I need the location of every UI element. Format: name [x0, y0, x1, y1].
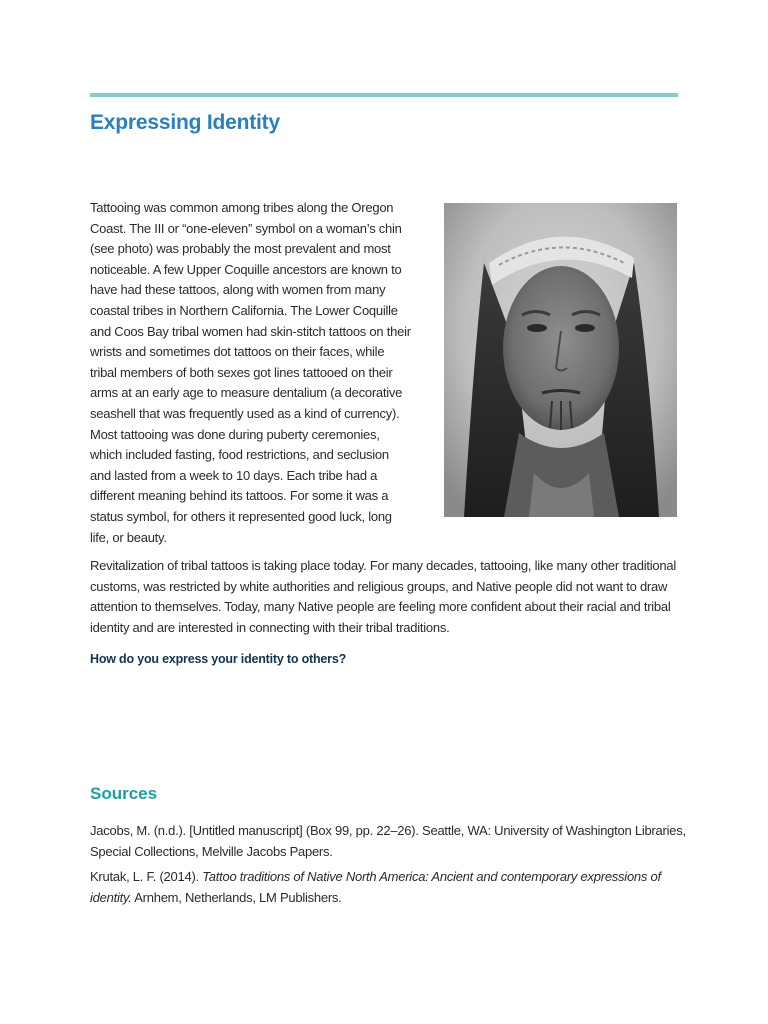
- portrait-photo: [444, 203, 677, 517]
- reflection-question: How do you express your identity to others?: [90, 652, 347, 666]
- top-rule: [90, 93, 678, 97]
- page-title: Expressing Identity: [90, 111, 280, 134]
- source-book-title: Tattoo traditions of Native North America: Ancient and contemporary expressions of identity.: [90, 869, 661, 905]
- source-item: [90, 866, 690, 908]
- sources-heading: Sources: [90, 784, 158, 803]
- intro-paragraph: Tattooing was common among tribes along the Oregon Coast. The III or “one-eleven” symbol on a woman’s chin (see photo) was probably the most prevalent and most noticeable. A few Upper Coquille ancestors are known to have had these tattoos, along with women from many coastal tribes in Northern California. The Lower Coquille and Coos Bay tribal women had skin-stitch tattoos on their wrists and sometimes dot tattoos on their faces, while tribal members of both sexes got lines tattooed on their arms at an early age to measure dentalium (a decorative seashell that was frequently used as a kind of currency). Most tattooing was done during puberty ceremonies, which included fasting, food restrictions, and seclusion and lasted from a week to 10 days. Each tribe had a different meaning behind its tattoos. For some it was a status symbol, for others it represented good luck, long life, or beauty.: [90, 200, 411, 545]
- source-item: Jacobs, M. (n.d.). [Untitled manuscript] (Box 99, pp. 22–26). Seattle, WA: University of Washington Libraries, Special Collections, Melville Jacobs Papers.: [90, 823, 686, 859]
- source-publisher: Arnhem, Netherlands, LM Publishers.: [131, 890, 342, 905]
- revitalization-paragraph: Revitalization of tribal tattoos is taking place today. For many decades, tattooing, like many other traditional customs, was restricted by white authorities and religious groups, and Native people did not want to draw attention to themselves. Today, many Native people are feeling more confident about their racial and tribal identity and are interested in connecting with their tribal traditions.: [90, 558, 676, 635]
- source-authors: Krutak, L. F. (2014).: [90, 869, 203, 884]
